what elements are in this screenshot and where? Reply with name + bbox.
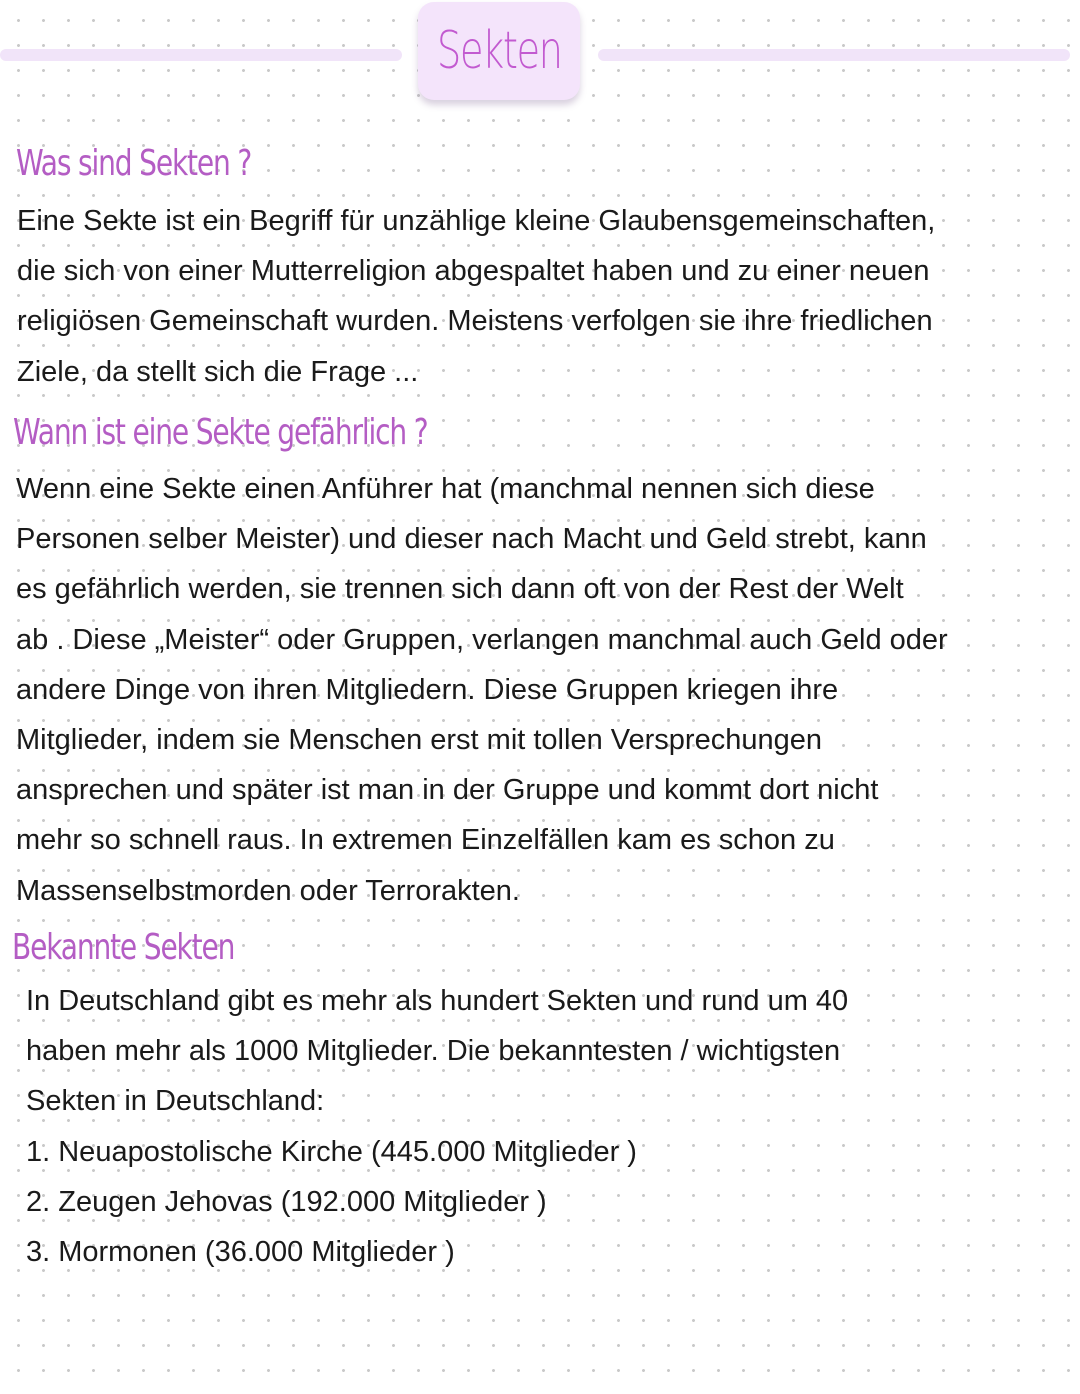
text-line: die sich von einer Mutterreligion abgespaltet haben und zu einer neuen (17, 255, 930, 288)
title-divider-left (0, 49, 402, 61)
text-line: andere Dinge von ihren Mitgliedern. Diese Gruppen kriegen ihre (16, 673, 839, 706)
list-item: 3. Mormonen (36.000 Mitglieder ) (26, 1236, 455, 1269)
text-line: Ziele, da stellt sich die Frage ... (17, 355, 419, 388)
text-line: Massenselbstmorden oder Terrorakten. (16, 874, 520, 907)
text-line: es gefährlich werden, sie trennen sich dann oft von der Rest der Welt (16, 573, 904, 606)
sekten-list (26, 1127, 637, 1278)
text-line: haben mehr als 1000 Mitglieder. Die bekanntesten / wichtigsten (26, 1035, 841, 1068)
section-heading-bekannte-sekten: Bekannte Sekten (12, 927, 235, 968)
text-line: Wenn eine Sekte einen Anführer hat (manchmal nennen sich diese (16, 473, 875, 505)
list-item: 2. Zeugen Jehovas (192.000 Mitglieder ) (26, 1186, 547, 1219)
text-line: Personen selber Meister) und dieser nach Macht und Geld strebt, kann (16, 523, 927, 556)
title-box (418, 2, 580, 100)
text-line: mehr so schnell raus. In extremen Einzelfällen kam es schon zu (16, 824, 835, 857)
section-text-wann-gefaehrlich (16, 464, 948, 916)
title-divider-right (598, 49, 1070, 61)
text-line: In Deutschland gibt es mehr als hundert Sekten und rund um 40 (26, 985, 849, 1017)
section-text-was-sind-sekten (17, 196, 935, 397)
text-line: Mitglieder, indem sie Menschen erst mit tollen Versprechungen (16, 724, 822, 757)
text-line: Sekten in Deutschland: (26, 1085, 325, 1118)
page-title: Sekten (436, 21, 562, 81)
section-text-bekannte-sekten (26, 976, 848, 1127)
section-heading-wann-gefaehrlich: Wann ist eine Sekte gefährlich ? (13, 412, 428, 453)
list-item: 1. Neuapostolische Kirche (445.000 Mitglieder ) (26, 1136, 637, 1168)
text-line: ab . Diese „Meister“ oder Gruppen, verlangen manchmal auch Geld oder (16, 623, 948, 656)
text-line: religiösen Gemeinschaft wurden. Meistens verfolgen sie ihre friedlichen (17, 305, 933, 338)
text-line: Eine Sekte ist ein Begriff für unzählige kleine Glaubensgemeinschaften, (17, 205, 936, 237)
section-heading-was-sind-sekten: Was sind Sekten ? (16, 143, 252, 184)
text-line: ansprechen und später ist man in der Gruppe und kommt dort nicht (16, 774, 879, 807)
